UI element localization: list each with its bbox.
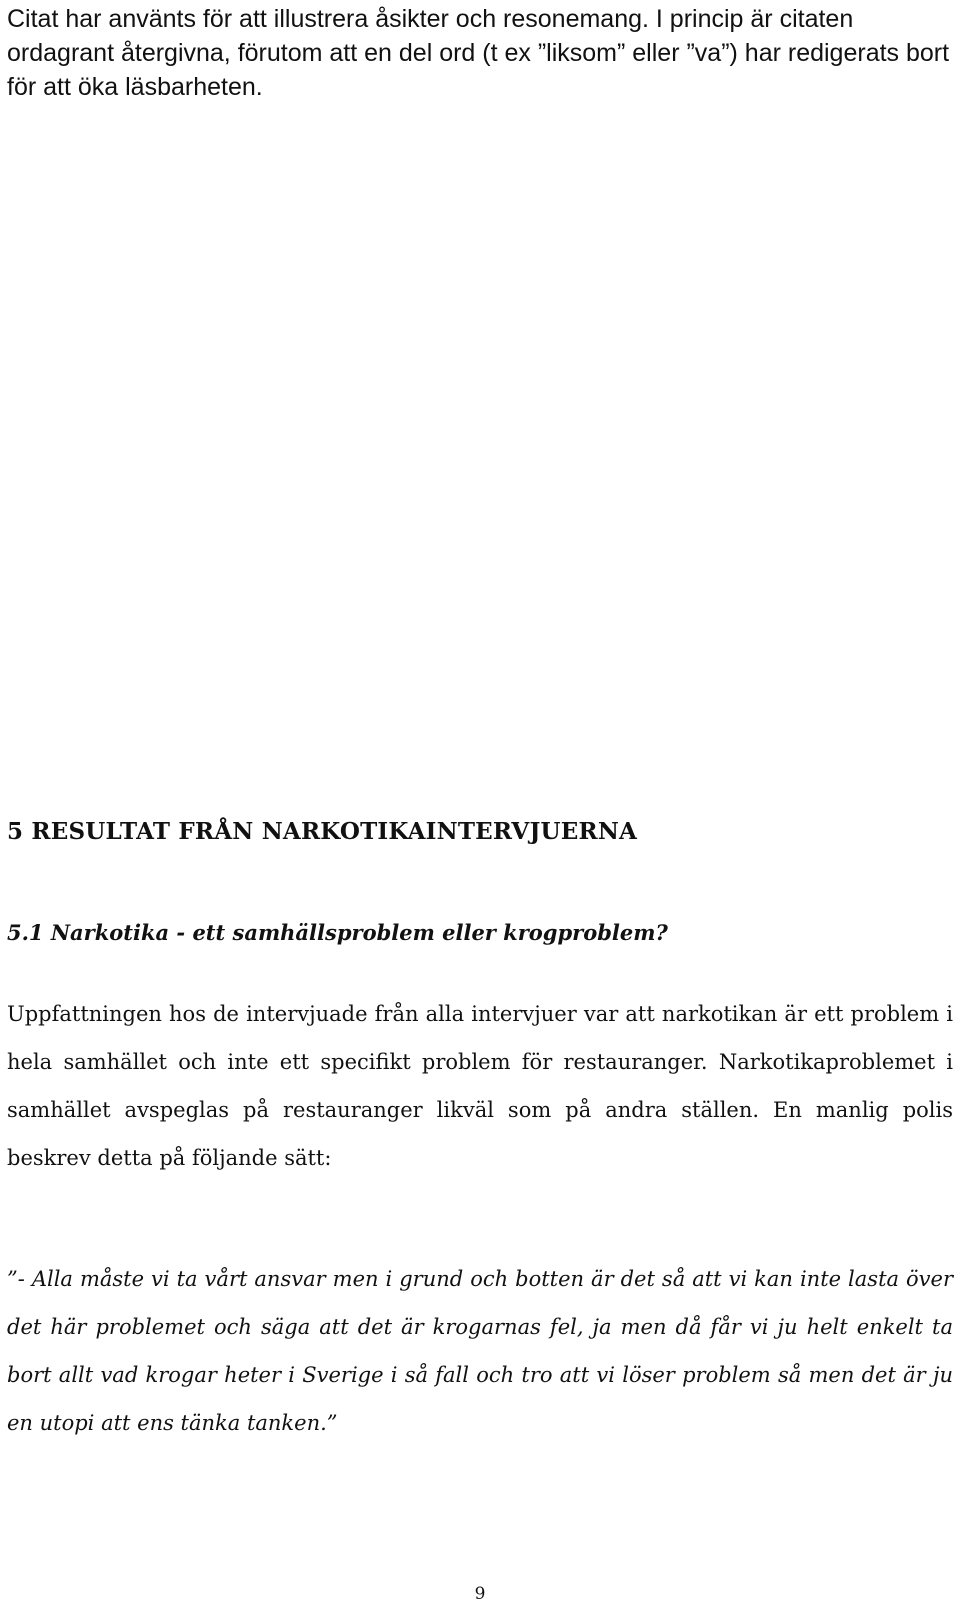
subsection-heading: 5.1 Narkotika - ett samhällsproblem eller krogproblem? [7, 920, 668, 945]
quote-paragraph: ”- Alla måste vi ta vårt ansvar men i grund och botten är det så att vi kan inte lasta över det här problemet och säga att det är krogarnas fel, ja men då får vi ju helt enkelt ta bort allt vad krogar heter i Sverige i så fall och tro att vi löser problem så men det är ju en utopi att ens tänka tanken.” [7, 1267, 953, 1435]
intro-paragraph: Citat har använts för att illustrera åsikter och resonemang. I princip är citaten ordagrant återgivna, förutom att en del ord (t ex ”liksom” eller ”va”) har redigerats bort för att öka läsbarheten. [7, 5, 950, 101]
page-number: 9 [474, 1584, 486, 1604]
body-paragraph: Uppfattningen hos de intervjuade från alla intervjuer var att narkotikan är ett problem i hela samhället och inte ett specifikt problem för restauranger. Narkotikaproblemet i samhället avspeglas på restauranger likväl som på andra ställen. En manlig polis beskrev detta på följande sätt: [7, 1002, 953, 1170]
section-heading: 5 RESULTAT FRÅN NARKOTIKAINTERVJUERNA [7, 818, 638, 845]
